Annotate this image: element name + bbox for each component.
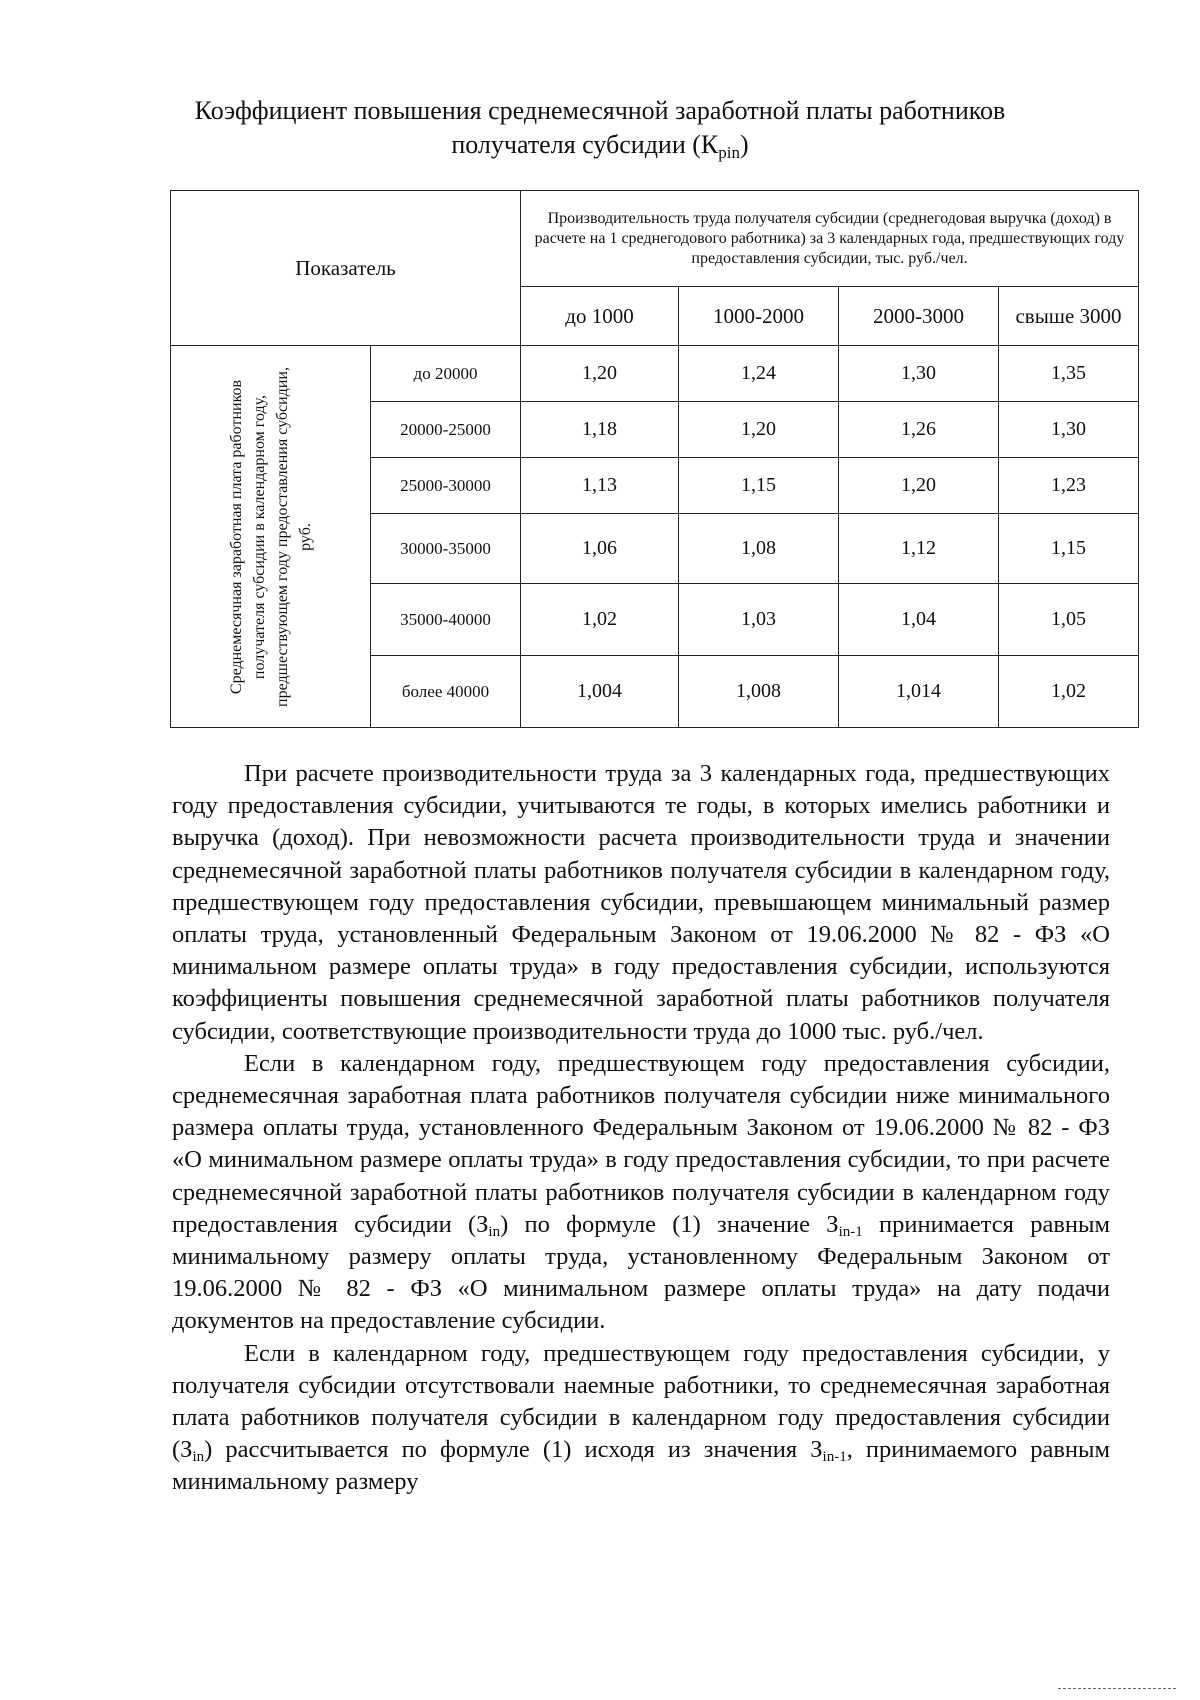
- table-cell: 1,014: [839, 656, 999, 728]
- title-line-1: Коэффициент повышения среднемесячной заработной платы работников: [194, 96, 1006, 125]
- paragraph-1: При расчете производительности труда за 3 календарных года, предшествующих году предоставления субсидии, учитываются те годы, в которых имелись работники и выручка (доход). При невозможности расчета производительности труда и значении среднемесячной заработной платы работников получателя субсидии в календарном году, предшествующем году предоставления субсидии, превышающем минимальный размер оплаты труда, установленный Федеральным Законом от 19.06.2000 № 82 - ФЗ «О минимальном размере оплаты труда» в году предоставления субсидии, используются коэффициенты повышения среднемесячной заработной платы работников получателя субсидии, соответствующие производительности труда до 1000 тыс. руб./чел.: [172, 760, 1110, 1045]
- table-cell: 1,12: [839, 514, 999, 584]
- table-cell: 1,24: [679, 346, 839, 402]
- paragraph-3-part: ) рассчитывается по формуле (1) исходя из значения З: [204, 1436, 823, 1464]
- title-subscript: pin: [718, 143, 740, 162]
- paragraph-2-part: ) по формуле (1) значение З: [500, 1210, 839, 1238]
- table-cell: 1,004: [521, 656, 679, 728]
- paragraph-3-part: Если в календарном году, предшествующем году предоставления субсидии, у получателя субсидии отсутствовали наемные работники, то среднемесячная заработная плата работников получателя субсидии в календарном году предоставления субсидии (З: [172, 1339, 1110, 1464]
- row-label: до 20000: [371, 346, 521, 402]
- subscript: in: [192, 1449, 205, 1466]
- row-group-label: Среднемесячная заработная плата работников получателя субсидии в календарном году, предшествующем году предоставления субсидии, руб.: [227, 366, 314, 707]
- table-row: [171, 346, 1139, 402]
- paragraph-2-part: Если в календарном году, предшествующем году предоставления субсидии, среднемесячная заработная плата работников получателя субсидии ниже минимального размера оплаты труда, установленного Федеральным Законом от 19.06.2000 № 82 - ФЗ «О минимальном размере оплаты труда» в году предоставления субсидии, то при расчете среднемесячной заработной платы работников получателя субсидии в календарном году предоставления субсидии (З: [172, 1049, 1110, 1238]
- document-title: [150, 94, 1050, 162]
- row-label: 25000-30000: [371, 458, 521, 514]
- paragraph-2-part: принимается равным минимальному размеру оплаты труда, установленному Федеральным Законом от 19.06.2000 № 82 - ФЗ «О минимальном размере оплаты труда» на дату подачи документов на предоставление субсидии.: [172, 1210, 1110, 1335]
- row-label: 30000-35000: [371, 514, 521, 584]
- row-label: более 40000: [371, 656, 521, 728]
- column-header: свыше 3000: [999, 287, 1139, 346]
- row-label: 35000-40000: [371, 584, 521, 656]
- document-body: [172, 758, 1110, 1499]
- table-cell: 1,02: [999, 656, 1139, 728]
- table-cell: 1,30: [999, 402, 1139, 458]
- table-cell: 1,30: [839, 346, 999, 402]
- subscript: in-1: [822, 1449, 847, 1466]
- table-cell: 1,06: [521, 514, 679, 584]
- table-cell: 1,04: [839, 584, 999, 656]
- paragraph-2: [172, 1048, 1110, 1338]
- productivity-header: Производительность труда получателя субсидии (среднегодовая выручка (доход) в расчете на 1 среднегодового работника) за 3 календарных года, предшествующих году предоставления субсидии, тыс. руб./чел.: [521, 191, 1139, 287]
- coefficient-table: [170, 190, 1139, 728]
- table-cell: 1,008: [679, 656, 839, 728]
- column-header: до 1000: [521, 287, 679, 346]
- table-cell: 1,20: [839, 458, 999, 514]
- table-cell: 1,35: [999, 346, 1139, 402]
- paragraph-3: [172, 1338, 1110, 1499]
- table-cell: 1,26: [839, 402, 999, 458]
- title-line-2: [150, 128, 1050, 162]
- table-cell: 1,02: [521, 584, 679, 656]
- table-cell: 1,20: [679, 402, 839, 458]
- row-label: 20000-25000: [371, 402, 521, 458]
- column-header: 2000-3000: [839, 287, 999, 346]
- table-cell: 1,03: [679, 584, 839, 656]
- title-close-paren: ): [739, 130, 749, 159]
- indicator-header: Показатель: [171, 191, 521, 346]
- table-cell: 1,05: [999, 584, 1139, 656]
- scan-artifact-line: [1058, 1688, 1176, 1689]
- table-cell: 1,18: [521, 402, 679, 458]
- subscript: in-1: [838, 1223, 863, 1240]
- column-header: 1000-2000: [679, 287, 839, 346]
- table-cell: 1,20: [521, 346, 679, 402]
- table-cell: 1,15: [999, 514, 1139, 584]
- table-cell: 1,23: [999, 458, 1139, 514]
- table-cell: 1,13: [521, 458, 679, 514]
- table-cell: 1,08: [679, 514, 839, 584]
- paragraph-3-part: , принимаемого равным минимальному размеру: [172, 1436, 1111, 1496]
- title-line-2-text: получателя субсидии (К: [451, 130, 719, 159]
- table-cell: 1,15: [679, 458, 839, 514]
- subscript: in: [488, 1223, 501, 1240]
- row-group-label-cell: [171, 346, 371, 728]
